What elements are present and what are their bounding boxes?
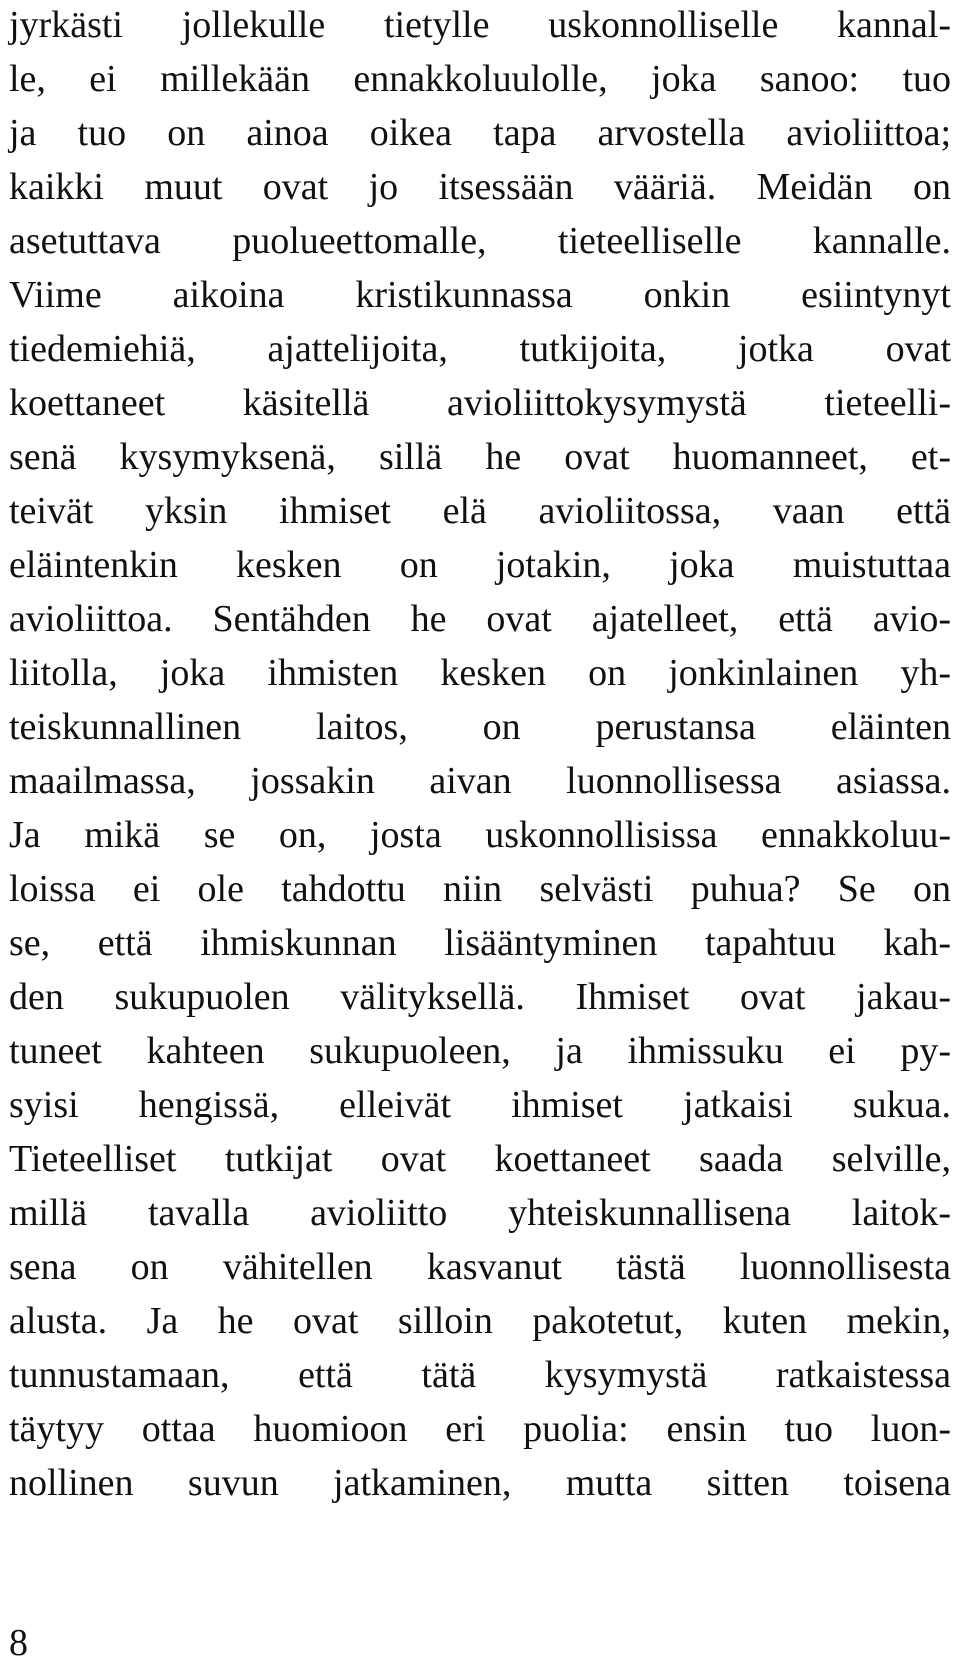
page-number: 8 bbox=[9, 1622, 28, 1664]
body-text bbox=[9, 0, 951, 1510]
text-line: tuneet kahteen sukupuoleen, ja ihmissuku ei py- bbox=[9, 1030, 951, 1072]
text-line: liitolla, joka ihmisten kesken on jonkinlainen yh- bbox=[9, 652, 951, 694]
text-line: Viime aikoina kristikunnassa onkin esiintynyt bbox=[9, 274, 951, 316]
text-line: jyrkästi jollekulle tietylle uskonnolliselle kannal- bbox=[9, 4, 951, 46]
text-line: Ja mikä se on, josta uskonnollisissa ennakkoluu- bbox=[9, 814, 951, 856]
text-line: täytyy ottaa huomioon eri puolia: ensin tuo luon- bbox=[9, 1408, 951, 1450]
text-line: sena on vähitellen kasvanut tästä luonnollisesta bbox=[9, 1246, 951, 1288]
text-line: tunnustamaan, että tätä kysymystä ratkaistessa bbox=[9, 1354, 951, 1396]
text-line: eläintenkin kesken on jotakin, joka muistuttaa bbox=[9, 544, 951, 586]
text-line: millä tavalla avioliitto yhteiskunnallisena laitok- bbox=[9, 1192, 951, 1234]
text-line: asetuttava puolueettomalle, tieteelliselle kannalle. bbox=[9, 220, 951, 262]
text-line: teiskunnallinen laitos, on perustansa eläinten bbox=[9, 706, 951, 748]
text-line: tiedemiehiä, ajattelijoita, tutkijoita, jotka ovat bbox=[9, 328, 951, 370]
text-line: le, ei millekään ennakkoluulolle, joka sanoo: tuo bbox=[9, 58, 951, 100]
text-line: avioliittoa. Sentähden he ovat ajatelleet, että avio- bbox=[9, 598, 951, 640]
text-line: kaikki muut ovat jo itsessään vääriä. Meidän on bbox=[9, 166, 951, 208]
text-line: teivät yksin ihmiset elä avioliitossa, vaan että bbox=[9, 490, 951, 532]
text-line: den sukupuolen välityksellä. Ihmiset ovat jakau- bbox=[9, 976, 951, 1018]
text-line: loissa ei ole tahdottu niin selvästi puhua? Se on bbox=[9, 868, 951, 910]
text-line: ja tuo on ainoa oikea tapa arvostella avioliittoa; bbox=[9, 112, 951, 154]
text-line: nollinen suvun jatkaminen, mutta sitten toisena bbox=[9, 1462, 951, 1504]
text-line: se, että ihmiskunnan lisääntyminen tapahtuu kah- bbox=[9, 922, 951, 964]
text-line: senä kysymyksenä, sillä he ovat huomanneet, et- bbox=[9, 436, 951, 478]
text-line: syisi hengissä, elleivät ihmiset jatkaisi sukua. bbox=[9, 1084, 951, 1126]
text-line: alusta. Ja he ovat silloin pakotetut, kuten mekin, bbox=[9, 1300, 951, 1342]
text-line: koettaneet käsitellä avioliittokysymystä tieteelli- bbox=[9, 382, 951, 424]
text-line: Tieteelliset tutkijat ovat koettaneet saada selville, bbox=[9, 1138, 951, 1180]
text-line: maailmassa, jossakin aivan luonnollisessa asiassa. bbox=[9, 760, 951, 802]
